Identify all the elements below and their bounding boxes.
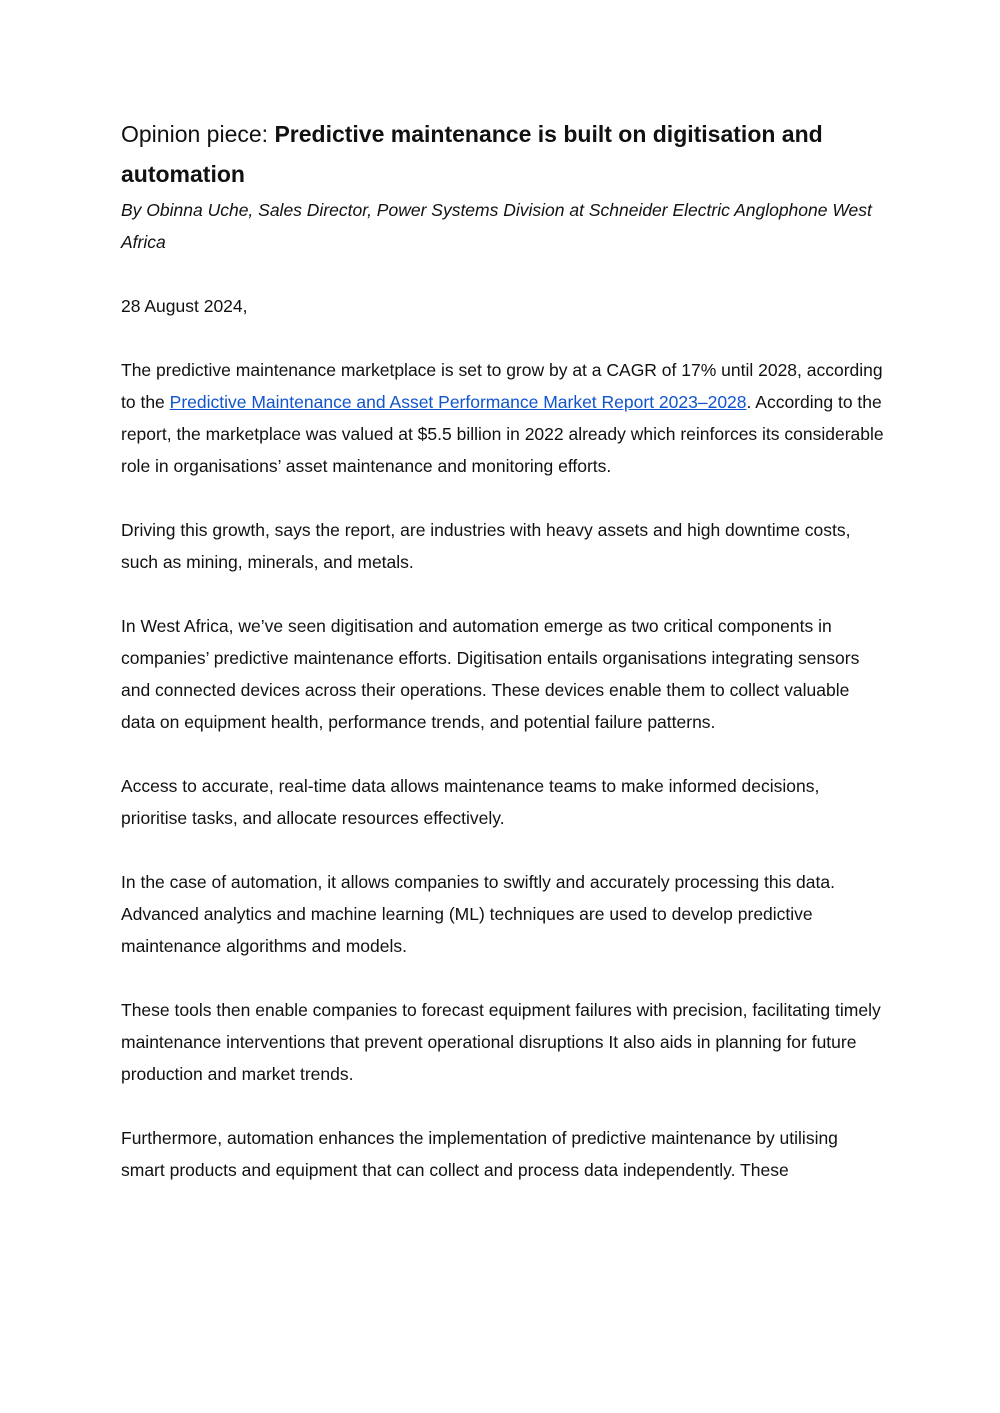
article-title — [121, 114, 886, 194]
paragraph-6: These tools then enable companies to forecast equipment failures with precision, facilitating timely maintenance interventions that prevent operational disruptions It also aids in planning for future production and market trends. — [121, 1000, 881, 1084]
paragraph-4: Access to accurate, real-time data allows maintenance teams to make informed decisions, prioritise tasks, and allocate resources effectively. — [121, 776, 820, 828]
paragraph-1 — [121, 354, 886, 482]
paragraph-3: In West Africa, we’ve seen digitisation and automation emerge as two critical components in companies’ predictive maintenance efforts. Digitisation entails organisations integrating sensors and connected devices across their operations. These devices enable them to collect valuable data on equipment health, performance trends, and potential failure patterns. — [121, 616, 860, 732]
article-byline: By Obinna Uche, Sales Director, Power Systems Division at Schneider Electric Anglophone West Africa — [121, 200, 872, 252]
paragraph-1-text-before-link: The predictive maintenance marketplace is set to grow by at a CAGR of 17% until 2028, according to the — [121, 360, 883, 412]
market-report-link[interactable]: Predictive Maintenance and Asset Performance Market Report 2023–2028 — [169, 392, 747, 412]
article-date: 28 August 2024, — [121, 296, 248, 316]
paragraph-5: In the case of automation, it allows companies to swiftly and accurately processing this data. Advanced analytics and machine learning (ML) techniques are used to develop predictive maintenance algorithms and models. — [121, 872, 835, 956]
paragraph-1-text-after-link: . According to the report, the marketplace was valued at $5.5 billion in 2022 already which reinforces its considerable role in organisations’ asset maintenance and monitoring efforts. — [121, 392, 884, 476]
paragraph-7: Furthermore, automation enhances the implementation of predictive maintenance by utilising smart products and equipment that can collect and process data independently. These — [121, 1128, 838, 1180]
title-main: Predictive maintenance is built on digitisation and automation — [121, 121, 823, 187]
document-page — [121, 114, 886, 1218]
title-prefix: Opinion piece: — [121, 121, 275, 147]
paragraph-2: Driving this growth, says the report, are industries with heavy assets and high downtime costs, such as mining, minerals, and metals. — [121, 520, 851, 572]
